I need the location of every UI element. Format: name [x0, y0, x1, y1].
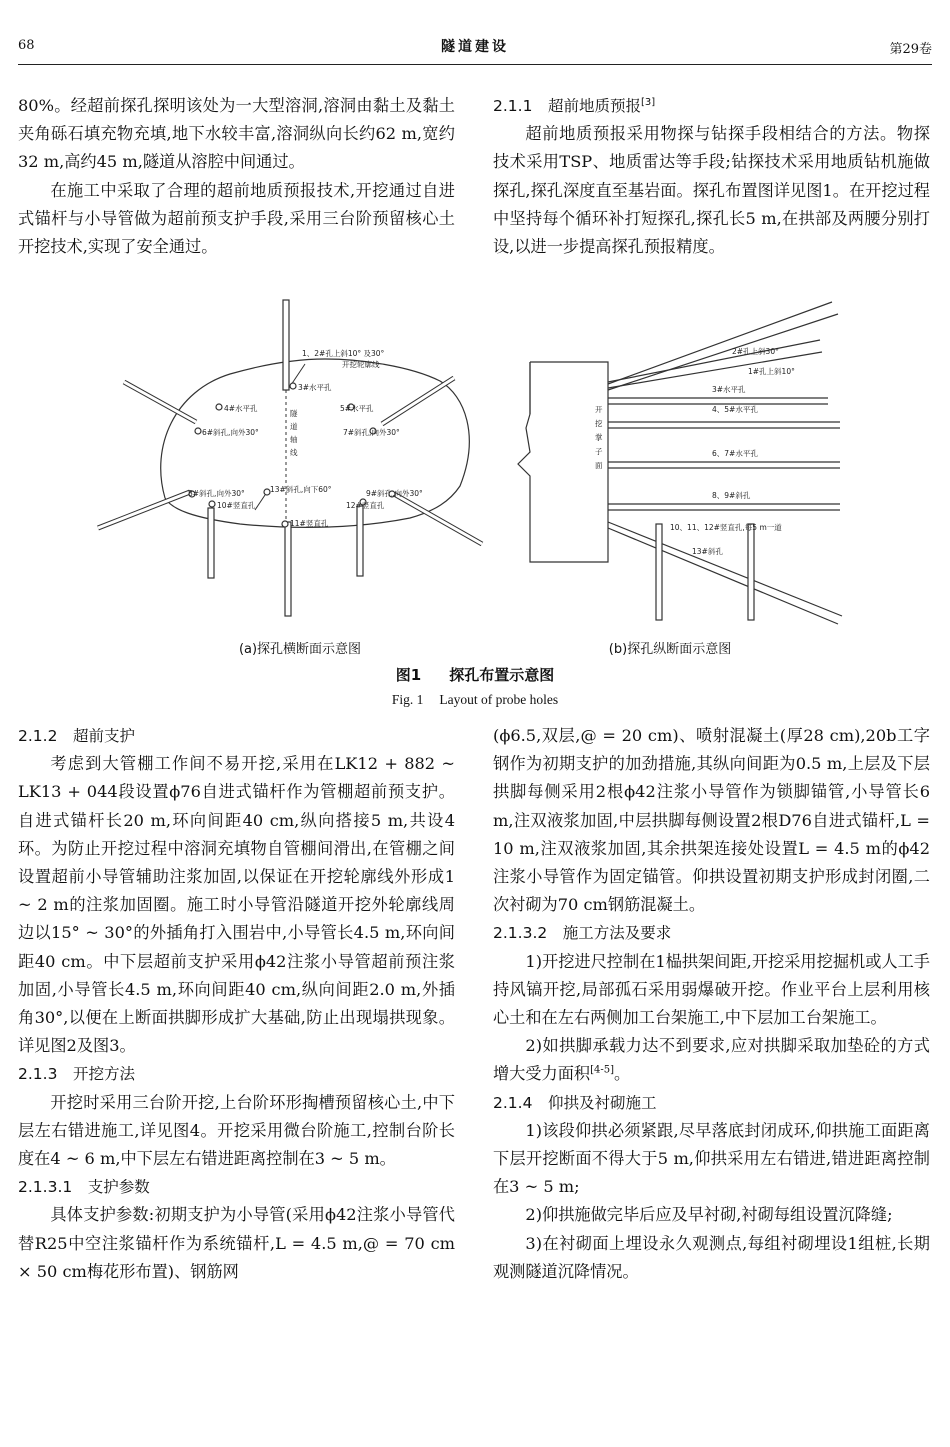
figure-1-english-title	[0, 692, 950, 708]
label-hole-5: 5#水平孔	[340, 404, 374, 413]
paragraph: 80%。经超前探孔探明该处为一大型溶洞,溶洞由黏土及黏土夹角砾石填充物充填,地下水较丰富,溶洞纵向长约62 m,宽约32 m,高约45 m,隧道从溶腔中间通过。	[18, 96, 455, 172]
paragraph: 3)在衬砌面上埋设永久观测点,每组衬砌埋设1组桩,长期观测隧道沉降情况。	[493, 1233, 930, 1281]
label-hole-4: 4#水平孔	[224, 404, 258, 413]
caption-1a: (a)探孔横断面示意图	[238, 642, 362, 657]
label-hole-3: 3#水平孔	[298, 383, 332, 392]
figure-1-title	[0, 664, 950, 685]
figure-1-drawing	[80, 296, 870, 626]
hole-1-pipe	[283, 300, 289, 390]
caption-1b: (b)探孔纵断面示意图	[608, 642, 732, 657]
section-heading-2-1-3-1: 2.1.3.1 支护参数	[18, 1178, 150, 1197]
figure-number-en: Fig. 1	[391, 692, 424, 707]
bottom-right-column	[493, 722, 930, 1286]
citation-ref[interactable]: [3]	[640, 96, 656, 108]
label-axis-char: 线	[290, 448, 298, 457]
section-heading-2-1-1: 2.1.1 超前地质预报[3]	[493, 96, 656, 115]
label-b-hole-1: 1#孔上斜10°	[748, 367, 795, 376]
top-right-column	[493, 92, 930, 261]
label-hole-6: 6#斜孔,向外30°	[202, 428, 259, 437]
running-header	[18, 34, 932, 58]
label-hole-11: 11#竖直孔	[290, 519, 329, 528]
journal-title: 隧道建设	[441, 39, 509, 55]
label-face-char: 面	[595, 461, 603, 470]
paragraph: 具体支护参数:初期支护为小导管(采用ϕ42注浆小导管代替R25中空注浆锚杆作为系统锚杆,L = 4.5 m,@ = 70 cm × 50 cm梅花形布置)、钢筋网	[18, 1205, 455, 1281]
label-axis-char: 隧	[290, 409, 298, 418]
probe-hole-lines	[608, 302, 842, 624]
paragraph: 2)仰拱施做完毕后应及早衬砌,衬砌每组设置沉降缝;	[525, 1205, 893, 1225]
section-heading-2-1-4: 2.1.4 仰拱及衬砌施工	[493, 1093, 657, 1112]
bottom-left-column	[18, 722, 455, 1286]
figure-1b-longitudinal	[518, 302, 842, 624]
header-rule	[18, 64, 932, 65]
label-b-holes-8-9: 8、9#斜孔	[712, 491, 751, 500]
paragraph: 超前地质预报采用物探与钻探手段相结合的方法。物探技术采用TSP、地质雷达等手段;钻探技术采用地质钻机施做探孔,探孔深度直至基岩面。探孔布置图详见图1。在开挖过程中坚持每个循环补打短探孔,探孔长5 m,在拱部及两腰分别打设,以进一步提高探孔预报精度。	[493, 124, 930, 257]
label-b-holes-10-12: 10、11、12#竖直孔,每5 m一道	[670, 523, 782, 532]
section-heading-2-1-2: 2.1.2 超前支护	[18, 727, 135, 745]
label-b-holes-6-7: 6、7#水平孔	[712, 449, 758, 458]
label-b-hole-3: 3#水平孔	[712, 385, 746, 394]
hole-10-pipe	[208, 508, 214, 578]
label-face-char: 子	[595, 447, 603, 456]
paragraph: 1)开挖进尺控制在1榀拱架间距,开挖采用挖掘机或人工手持风镐开挖,局部孤石采用弱爆破开挖。作业平台上层利用核心土和在左右两侧加工台架施工,中下层加工台架施工。	[493, 951, 930, 1028]
label-face-char: 挖	[595, 419, 603, 428]
citation-ref[interactable]: [4-5]	[590, 1065, 615, 1077]
top-left-column	[18, 92, 455, 261]
figure-1	[80, 296, 870, 626]
hole-12-pipe	[357, 506, 363, 576]
label-axis-char: 轴	[290, 435, 298, 444]
paragraph: (ϕ6.5,双层,@ = 20 cm)、喷射混凝土(厚28 cm),20b工字钢作为初期支护的加劲措施,其纵向间距为0.5 m,上层及下层拱脚每侧采用2根ϕ42注浆小导管作为锁脚锚管,小导管长6 m,注双液浆加固,中层拱脚每侧设置2根D76自进式锚杆,L = 10 m,注双液浆加固,其余拱架连接处设置L = 4.5 m的ϕ42注浆小导管作为固定锚管。仰拱设置初期支护形成封闭圈,二次衬砌为70 cm钢筋混凝土。	[493, 726, 930, 915]
label-hole-10: 10#竖直孔	[217, 501, 256, 510]
volume-label: 第29卷	[889, 42, 932, 57]
label-hole-13: 13#斜孔,向下60°	[270, 485, 332, 494]
label-b-holes-4-5: 4、5#水平孔	[712, 405, 758, 414]
label-face-char: 掌	[595, 433, 603, 442]
paragraph: 在施工中采取了合理的超前地质预报技术,开挖通过自进式锚杆与小导管做为超前预支护手段,采用三台阶预留核心土开挖技术,实现了安全通过。	[18, 180, 455, 257]
label-hole-12: 12#竖直孔	[346, 501, 385, 510]
figure-1a-cross-section	[98, 300, 482, 616]
label-axis-char: 道	[290, 422, 298, 431]
section-heading-2-1-3-2: 2.1.3.2 施工方法及要求	[493, 924, 672, 943]
section-heading-2-1-3: 2.1.3 开挖方法	[18, 1065, 135, 1084]
label-hole-9: 9#斜孔,向外30°	[366, 489, 423, 498]
label-b-hole-13: 13#斜孔	[692, 547, 723, 556]
label-b-hole-2: 2#孔上斜30°	[732, 347, 779, 356]
label-holes-1-2: 1、2#孔上斜10° 及30°	[302, 349, 385, 358]
vertical-pipe	[748, 524, 754, 620]
vertical-pipe	[656, 524, 662, 620]
paragraph: 开挖时采用三台阶开挖,上台阶环形掏槽预留核心土,中下层左右错进施工,详见图4。开挖采用微台阶施工,控制台阶长度在4 ~ 6 m,中下层左右错进距离控制在3 ~ 5 m。	[18, 1092, 455, 1169]
hole-11-pipe	[285, 522, 291, 616]
label-outline: 开挖轮廓线	[342, 360, 380, 369]
figure-number: 图1	[395, 666, 422, 684]
figure-title-en: Layout of probe holes	[439, 692, 559, 707]
label-hole-7: 7#斜孔,向外30°	[343, 428, 400, 437]
page-number: 68	[18, 38, 35, 53]
label-face-char: 开	[595, 405, 603, 414]
figure-1a-labels	[188, 348, 423, 528]
paragraph: 考虑到大管棚工作间不易开挖,采用在LK12 + 882 ~ LK13 + 044段设置ϕ76自进式锚杆作为管棚超前预支护。自进式锚杆长20 m,环向间距40 cm,纵向搭接5 m,共设4环。为防止开挖过程中溶洞充填物自管棚间滑出,在管棚之间设置超前小导管辅助注浆加固,以保证在开挖轮廓线外形成1 ~ 2 m的注浆加固圈。施工时小导管沿隧道开挖外轮廓线周边以15° ~ 30°的外插角打入围岩中,小导管长4.5 m,环向间距40 cm。中下层超前支护采用ϕ42注浆小导管超前预注浆加固,小导管长4.5 m,环向间距40 cm,纵向间距2.0 m,外插角30°,以便在上断面拱脚形成扩大基础,防止出现塌拱现象。详见图2及图3。	[18, 754, 455, 1056]
paragraph: 2)如拱脚承载力达不到要求,应对拱脚采取加垫砼的方式增大受力面积[4-5]。	[493, 1036, 930, 1084]
label-hole-8: 8#斜孔,向外30°	[188, 489, 245, 498]
figure-title-text: 探孔布置示意图	[449, 666, 555, 684]
paragraph: 1)该段仰拱必须紧跟,尽早落底封闭成环,仰拱施工面距离下层开挖断面不得大于5 m,仰拱采用左右错进,错进距离控制在3 ~ 5 m;	[493, 1120, 930, 1197]
